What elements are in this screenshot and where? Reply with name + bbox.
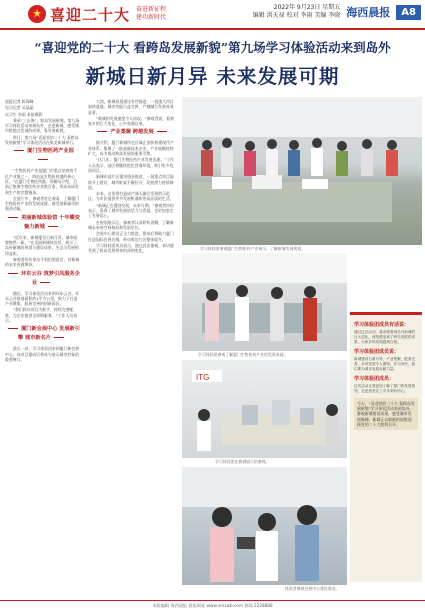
headline-kicker: “喜迎党的二十大 看跨岛发展新貌”第九场学习体验活动来到岛外 — [34, 40, 391, 55]
column-title: 喜迎二十大 — [50, 5, 131, 24]
photo-1-caption: 学习体验团参观厦门生物医药产业展示，了解新城发展规划。 — [200, 246, 306, 251]
column-subtitle — [136, 6, 166, 22]
masthead-right — [253, 4, 421, 20]
paragraph: 最后一站，学习体验团来到厦门新会展中心。该项目建成后将成为展示城市形象的重要窗口。 — [5, 346, 80, 362]
paragraph: 在展厅中，参观者驻足观看，了解厦门生物医药产业的发展成就，感受创新驱动的强劲动能。 — [5, 195, 80, 212]
issue-info — [253, 4, 341, 20]
issue-date: 2022年 9月23日 星期五 — [273, 4, 341, 11]
paragraph: “生物医药产业是厦门市重点培育的千亿产业链之一，海沧是生物医药港的核心区。”在厦门生物医药港，讲解员介绍，目前已集聚生物医药企业数百家，形成从研发到生产的完整链条。 — [5, 168, 79, 195]
photo-2-caption: 学习体验团参观了解厦门生物医药产业的发展成就。 — [198, 352, 288, 357]
sidebar-heading: 学习体验团成员： — [354, 376, 395, 382]
photo-4-caption: 体验者参观会展中心建设情况。 — [285, 586, 340, 591]
paragraph: “近年来，新城建设日新月异，城市面貌焕然一新。”在美丽新城体验馆，展示了岛外新城的规划与建设成果，生态与发展相得益彰。 — [5, 234, 79, 256]
sidebar-comments — [350, 312, 422, 582]
headline — [0, 38, 425, 89]
paragraph: 在规划展示区，参观者认真聆听讲解，了解新城未来的空间格局和发展定位。 — [88, 219, 174, 230]
news-photo-4 — [182, 467, 347, 585]
column-subtitle-line2: 建功新时代 — [136, 14, 167, 21]
section-heading: 美丽新城体验馆 十年蝶变魅力新城 — [5, 214, 80, 232]
paragraph: 随后，学习体验活动来到环东云谷。环东云谷规划面积约1平方公里，致力于打造产业聚集、服务完善的创新园区。 — [5, 290, 80, 307]
byline: 见习记者 吴晶晶 — [5, 105, 34, 111]
sidebar-summary-box: 今天，“喜迎党的二十大 看跨岛发展新貌”学习体验活动来到岛外，参观新城建设成果，感受城市发展脉搏。新城正以崭新的面貌迎接党的二十大胜利召开。 — [354, 398, 418, 430]
sidebar-quote: 新城建设日新月异，产业集聚，配套完善，未来发展令人期待。作为市民，我们要为城市发展贡献力量。 — [354, 357, 416, 371]
paragraph: “这几年，厦门生物医药产业发展迅速。”工作人员表示，园区将继续优化营商环境，吸引更多优质项目。 — [88, 157, 174, 173]
sidebar-quote: 这次活动让我更加了解了厦门的发展规划，也更加坚定了对未来的信心。 — [354, 384, 416, 393]
masthead — [0, 0, 425, 30]
paragraph: 据介绍，厦门新城所在区域正加快构建现代产业体系，集聚了一批高新技术企业，产业规模持续扩大，成为推动跨岛发展的重要引擎。 — [88, 140, 174, 157]
article-column-2 — [88, 99, 176, 254]
masthead-left — [28, 3, 166, 25]
section-heading: 厦门生物医药产业园 — [5, 147, 80, 165]
byline: 实习生 李雨 本报摄影 — [5, 111, 43, 117]
photo-2-illustration — [182, 253, 347, 351]
news-photo-2 — [182, 253, 347, 351]
byline: 晨报记者 陈海峰 — [5, 99, 34, 104]
column-subtitle-line1: 奋进新征程 — [136, 6, 167, 13]
news-photo-3 — [182, 360, 347, 458]
section-heading: 产业集聚 跨越发展 — [88, 128, 176, 137]
newspaper-logo: 海西晨报 — [346, 6, 391, 19]
photo-1-illustration — [182, 97, 422, 245]
page-editors: 编辑 洪天禄 校对 李雨 美编 李晓 — [252, 12, 341, 19]
paragraph: “我们将以项目为抓手，持续完善配套，为企业提供全周期服务。”工作人员表示。 — [5, 307, 78, 324]
paragraph: “新城正在蓬勃发展，未来可期。”参观者纷纷表示，看到了城市发展的活力与希望，也更加坚定了发展信心。 — [88, 202, 174, 219]
photo-3-illustration — [182, 360, 347, 458]
svg-text:ITG: ITG — [196, 373, 210, 382]
paragraph: “新城的发展速度令人惊叹。”参观者说，看到家乡的巨大变化，心中充满自豪。 — [88, 115, 174, 127]
paragraph: 昨日，第九场“喜迎党的二十大 看跨岛发展新貌”学习体验活动在集美新城举行。 — [5, 134, 79, 146]
sidebar-heading: 学习体验团成员有话说： — [354, 322, 410, 328]
sidebar-quote: 通过这次活动，我亲眼看到岛外新城的巨大变化，深刻感受到了跨岛发展的成果，为家乡的发展感到自豪。 — [354, 330, 416, 344]
page-number: A8 — [396, 5, 421, 20]
paragraph: 新城东部片区建设稳步推进，一批重点项目陆续开工建设，城市框架不断拉开，发展潜力持续释放。 — [88, 174, 174, 190]
section-heading: 环东云谷 筑梦引凤服务企业 — [5, 270, 80, 288]
paragraph: 参观者纷纷拿出手机拍照留念，对新城的未来充满期待。 — [5, 256, 80, 268]
news-photo-1 — [182, 97, 422, 245]
sidebar-heading: 学习体验团成员说： — [354, 349, 400, 355]
photo-3-caption: 学习体验团在新城展示馆参观。 — [215, 459, 270, 464]
paragraph: 大湾。新城规划建设有序推进，一批重大项目加快落地，城市功能日益完善，产城融合发展成效显著。 — [88, 99, 174, 115]
party-emblem-icon: ★ — [28, 5, 46, 23]
headline-title: 新城日新月异 未来发展可期 — [85, 65, 340, 88]
paragraph: 未来，这里将打造成产城人融合发展的示范区，为市民提供更多发展机遇和更高品质的生活。 — [88, 191, 174, 202]
page-footer: 本版编辑 海西晨报 晨报网址 www.xmzwb.com 热线 2228888 — [0, 600, 425, 609]
photo-4-illustration — [182, 467, 347, 585]
paragraph: 学习体验团成员表示，通过此次参观，真切感受到了跨岛发展带来的深刻变化。 — [88, 242, 174, 254]
paragraph: 会展中心建设正全力推进，建成后将助力厦门打造国际会展名城，带动周边片区整体提升。 — [88, 231, 174, 242]
article-column-1 — [5, 99, 80, 363]
section-heading: 厦门新会展中心 发展新引擎 城市新名片 — [5, 325, 80, 343]
paragraph: 秉承“三山海”，跨岛发展新貌。第九场学习体验活动来到岛外，走进新城，感受城市跨越式发展的成果，看发展新貌。 — [5, 117, 80, 134]
